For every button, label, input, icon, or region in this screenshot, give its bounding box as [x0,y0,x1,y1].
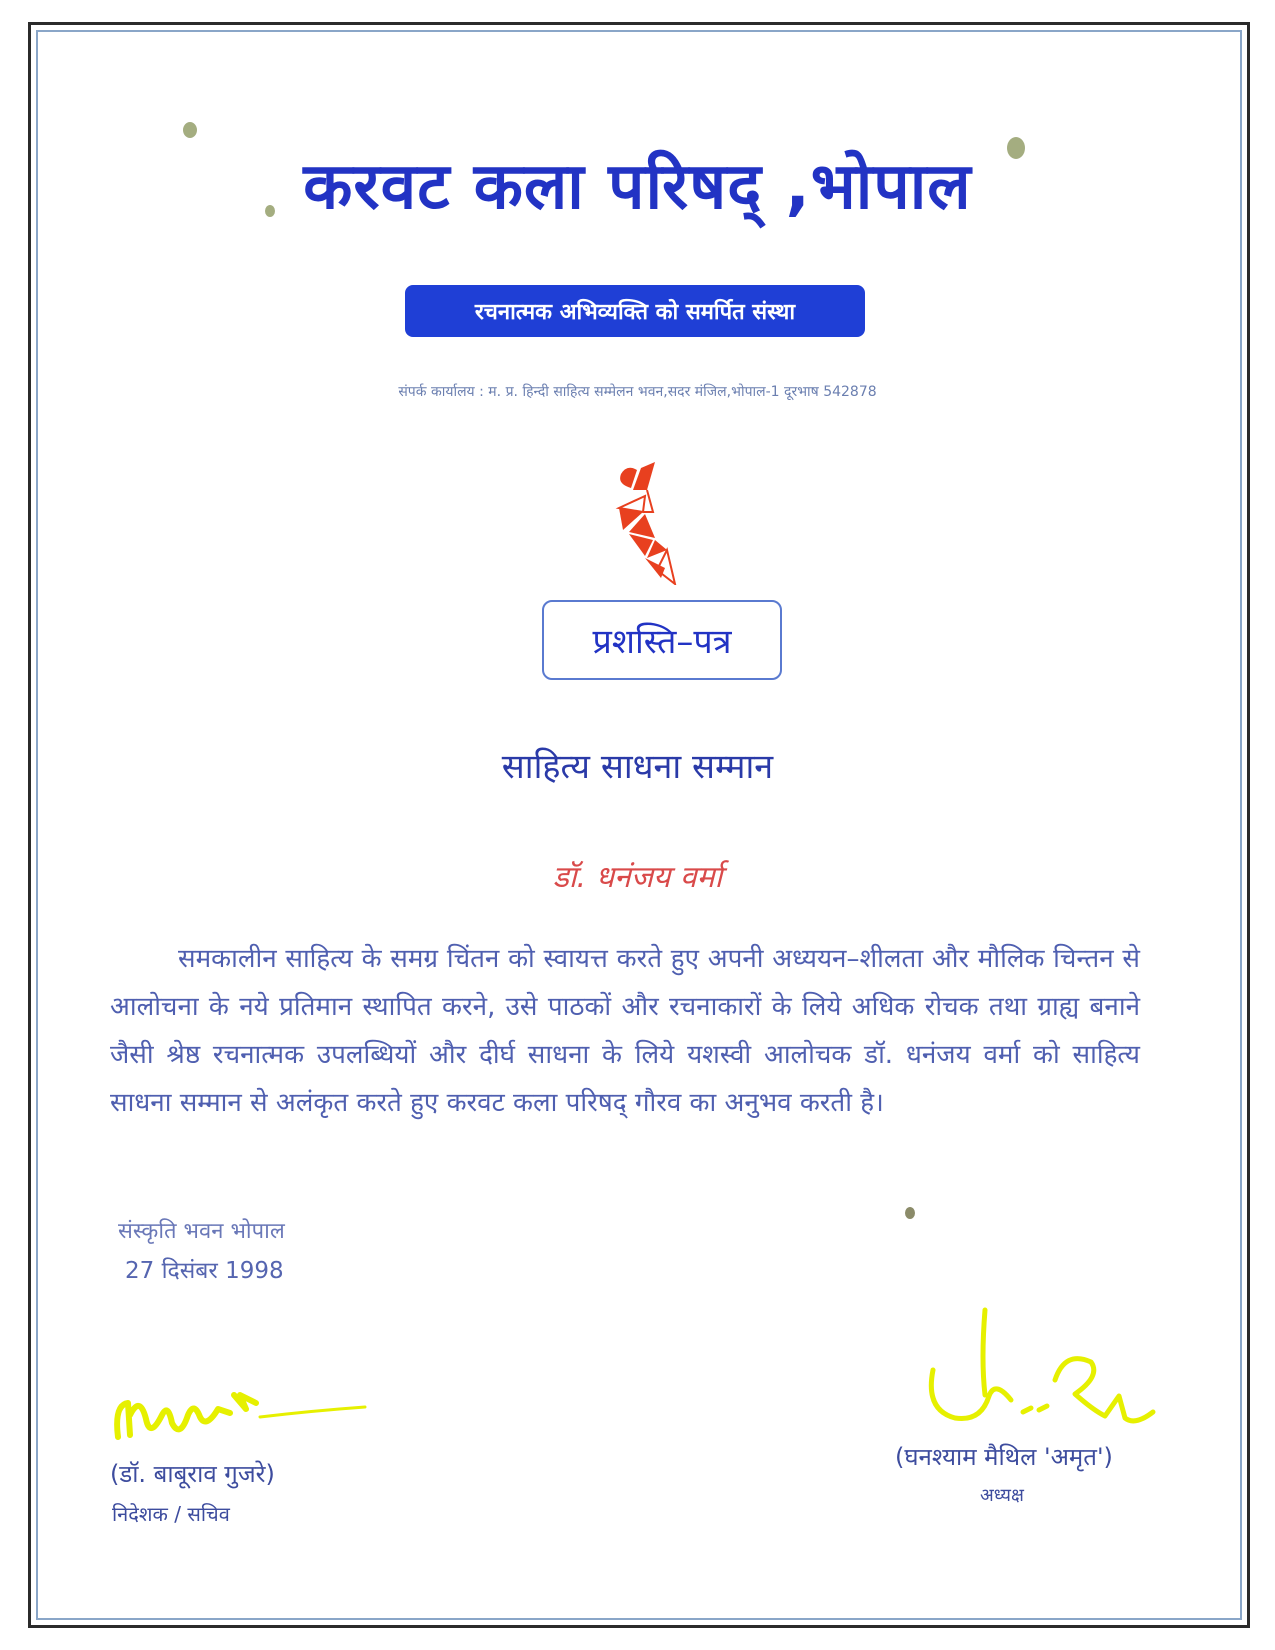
recipient-name: डॉ. धनंजय वर्मा [552,860,723,895]
issue-date: 27 दिसंबर 1998 [125,1258,284,1284]
organization-name: करवट कला परिषद् ,भोपाल [303,150,972,224]
signatory-left-name: (डॉ. बाबूराव गुजरे) [110,1460,275,1488]
contact-line: संपर्क कार्यालय : म. प्र. हिन्दी साहित्य सम्मेलन भवन,सदर मंजिल,भोपाल-1 दूरभाष 542878 [398,384,877,400]
organization-logo [605,460,715,585]
smudge-mark [183,122,197,138]
signature-left [110,1375,380,1455]
signature-right [915,1300,1175,1450]
citation-text: समकालीन साहित्य के समग्र चिंतन को स्वायत्त करते हुए अपनी अध्ययन–शीलता और मौलिक चिन्तन से आलोचना के नये प्रतिमान स्थापित करने, उसे पाठकों और रचनाकारों के लिये अधिक रोचक तथा ग्राह्य बनाने जैसी श्रेष्ठ रचनात्मक उपलब्धियों और दीर्घ साधना के लिये यशस्वी आलोचक डॉ. धनंजय वर्मा को साहित्य साधना सम्मान से अलंकृत करते हुए करवट कला परिषद् गौरव का अनुभव करती है। [110,944,1140,1118]
signatory-right-title: अध्यक्ष [980,1485,1024,1506]
certificate-title: प्रशस्ति–पत्र [592,622,732,662]
signatory-left-title: निदेशक / सचिव [112,1502,230,1526]
award-name: साहित्य साधना सम्मान [501,747,774,787]
tagline-banner [405,285,865,337]
smudge-mark [905,1207,915,1219]
signatory-right-name: (घनश्याम मैथिल 'अमृत') [895,1443,1113,1471]
certificate-title-box [542,600,782,680]
issue-place: संस्कृति भवन भोपाल [118,1219,285,1244]
tagline-text: रचनात्मक अभिव्यक्ति को समर्पित संस्था [474,300,796,325]
